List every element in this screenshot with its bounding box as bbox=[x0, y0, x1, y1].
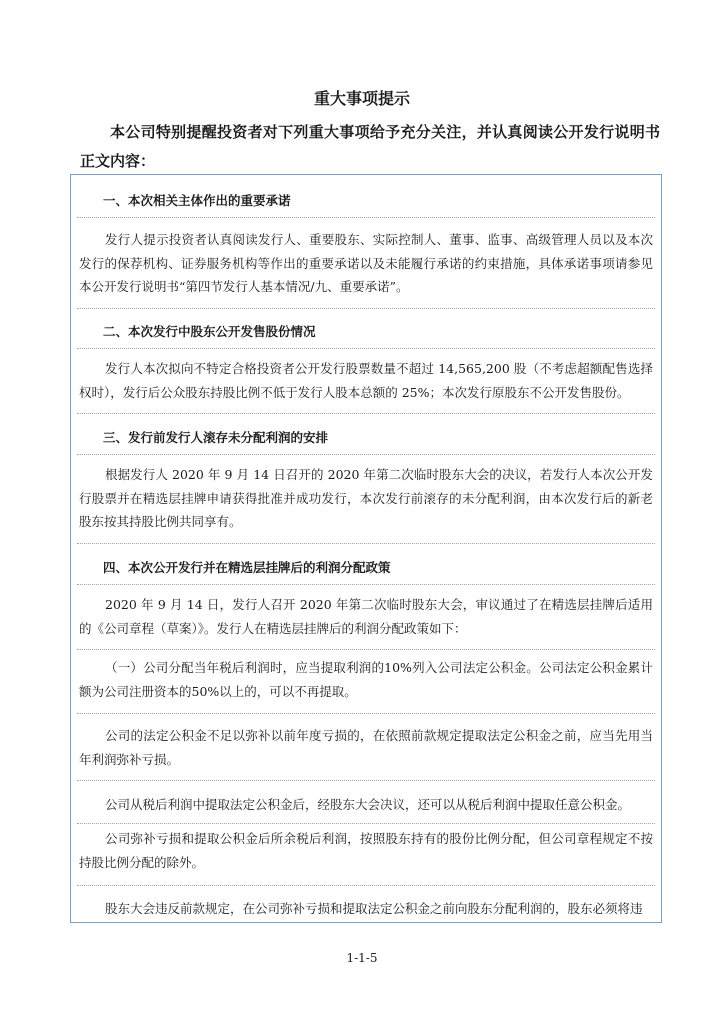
section-heading: 三、发行前发行人滚存未分配利润的安排 bbox=[103, 430, 329, 445]
paragraph: 公司弥补亏损和提取公积金后所余税后利润，按照股东持有的股份比例分配，但公司章程规定不按持股比例分配的除外。 bbox=[79, 831, 653, 870]
page-number: 1-1-5 bbox=[346, 951, 378, 965]
section-heading: 一、本次相关主体作出的重要承诺 bbox=[103, 193, 291, 208]
section-heading: 二、本次发行中股东公开发售股份情况 bbox=[103, 324, 316, 339]
dotted-divider bbox=[77, 823, 655, 824]
paragraph: 股东大会违反前款规定，在公司弥补亏损和提取法定公积金之前向股东分配利润的，股东必须将违 bbox=[105, 901, 643, 916]
paragraph: 发行人本次拟向不特定合格投资者公开发行股票数量不超过 14,565,200 股（不考虑超额配售选择权时），发行后公众股东持股比例不低于发行人股本总额的 25%；本次发行原股东不公开发售股份。 bbox=[79, 361, 653, 400]
paragraph: 2020 年 9 月 14 日，发行人召开 2020 年第二次临时股东大会，审议通过了在精选层挂牌后适用的《公司章程（草案）》。发行人在精选层挂牌后的利润分配政策如下： bbox=[79, 597, 653, 636]
dotted-divider bbox=[77, 584, 655, 585]
dotted-divider bbox=[77, 780, 655, 781]
paragraph: 发行人提示投资者认真阅读发行人、重要股东、实际控制人、董事、监事、高级管理人员以及本次发行的保荐机构、证券服务机构等作出的重要承诺以及未能履行承诺的约束措施，具体承诺事项请参见本公开发行说明书“第四节发行人基本情况/九、重要承诺”。 bbox=[79, 232, 653, 294]
notice-box bbox=[70, 174, 662, 923]
paragraph: 公司从税后利润中提取法定公积金后，经股东大会决议，还可以从税后利润中提取任意公积金。 bbox=[105, 797, 631, 812]
intro-notice: 本公司特别提醒投资者对下列重大事项给予充分关注，并认真阅读公开发行说明书正文内容： bbox=[80, 123, 660, 170]
paragraph: 公司的法定公积金不足以弥补以前年度亏损的，在依照前款规定提取法定公积金之前，应当先用当年利润弥补亏损。 bbox=[79, 728, 653, 767]
paragraph: 根据发行人 2020 年 9 月 14 日召开的 2020 年第二次临时股东大会的决议，若发行人本次公开发行股票并在精选层挂牌申请获得批准并成功发行，本次发行前滚存的未分配利润，由本次发行后的新老股东按其持股比例共同享有。 bbox=[79, 467, 653, 529]
dotted-divider bbox=[77, 543, 655, 544]
dotted-divider bbox=[77, 348, 655, 349]
dotted-divider bbox=[77, 413, 655, 414]
page-title: 重大事项提示 bbox=[313, 89, 410, 108]
dotted-divider bbox=[77, 713, 655, 714]
dotted-divider bbox=[77, 308, 655, 309]
dotted-divider bbox=[77, 217, 655, 218]
paragraph: （一）公司分配当年税后利润时，应当提取利润的10%列入公司法定公积金。公司法定公积金累计额为公司注册资本的50%以上的，可以不再提取。 bbox=[79, 660, 653, 699]
dotted-divider bbox=[77, 649, 655, 650]
dotted-divider bbox=[77, 885, 655, 886]
dotted-divider bbox=[77, 454, 655, 455]
section-heading: 四、本次公开发行并在精选层挂牌后的利润分配政策 bbox=[103, 560, 391, 575]
